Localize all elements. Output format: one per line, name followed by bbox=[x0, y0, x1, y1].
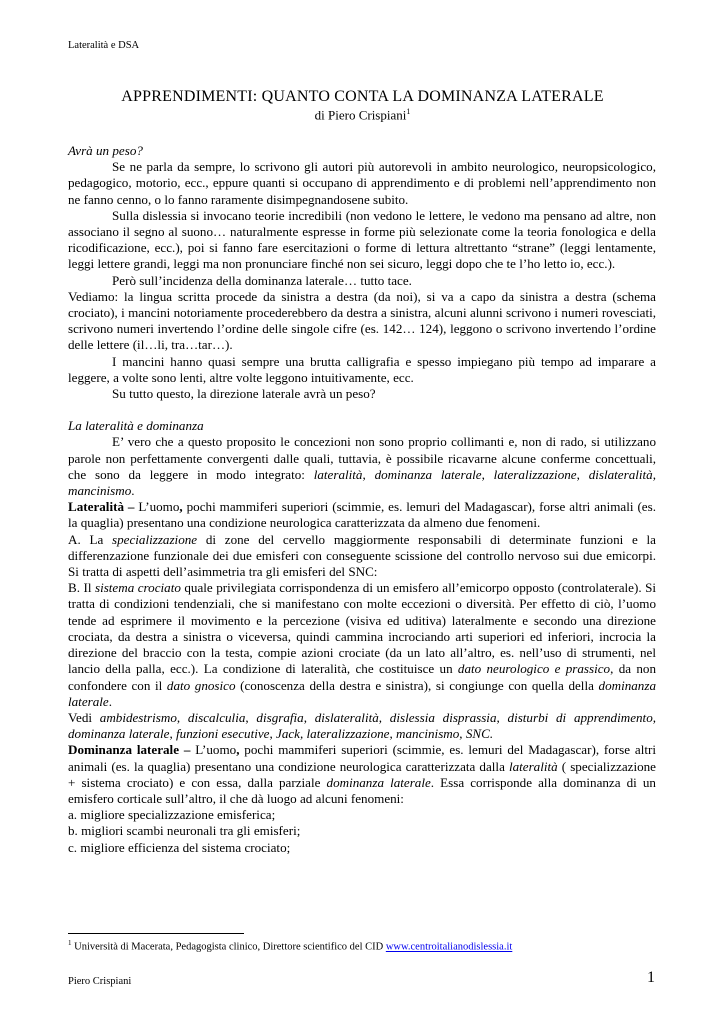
text-run: disgrafia bbox=[256, 709, 304, 725]
paragraph: Però sull’incidenza della dominanza laterale… tutto tace. bbox=[112, 272, 412, 288]
byline bbox=[0, 107, 725, 123]
text-run: ambidestrismo bbox=[99, 709, 177, 725]
text-run: (conoscenza della destra e sinistra), si congiunge con quella della bbox=[235, 677, 599, 693]
text-run: E’ vero che a questo proposito le concezioni non sono proprio collimanti e, non di rado, si utilizzano parole non perfettamente convergenti dalle quali, tuttavia, è possibile ricavarne alcune conferme concettuali, che sono da leggere in modo integrato: bbox=[68, 434, 656, 482]
paragraph bbox=[68, 532, 656, 581]
text-run: . Essa corrisponde alla dominanza di un emisfero corticale sull’altro, il che dà luogo ad alcuni fenomeni: bbox=[68, 774, 656, 806]
text-run: , bbox=[179, 499, 183, 515]
page-number: 1 bbox=[647, 969, 655, 986]
text-run: pochi mammiferi superiori (scimmie, es. lemuri del Madagascar), forse altri animali (es. la quaglia) presentano una condizione neurologica caratterizzata dalla bbox=[68, 742, 656, 774]
footnote-ref[interactable]: 1 bbox=[406, 107, 411, 116]
text-run: mammiferi superiori (scimmie, es. lemuri del Madagascar), forse altri animali (es. la quaglia) presentano una condizione neurologica caratterizzata da almeno due fenomeni. bbox=[68, 499, 656, 531]
paragraph: Sulla dislessia si invocano teorie incredibili (non vedono le lettere, le vedono ma pensano ad altre, non associano il segno al suono… naturalmente espresse in forme più selezionate come la teoria fonologica e della ricodificazione, ecc.), poi si fanno fare esercitazioni o forme di lettura altrettanto “strane” (leggi lentamente, leggi lettere grandi, leggi ma non pronunciare finché non sei sicuro, leggi dopo che te l’ho letto io, ecc.). bbox=[68, 207, 656, 272]
text-run: lateralità, dominanza laterale, lateralizzazione bbox=[313, 466, 577, 482]
text-run: . bbox=[108, 693, 113, 709]
text-run: dislateralità, dislessia disprassia, disturbi di apprendimento, dominanza laterale, funzioni esecutive, Jack, lateralizzazione, mancinismo, SNC. bbox=[68, 709, 657, 742]
text-run: quale privilegiata corrispondenza di un emisfero all’emicorpo opposto (controlaterale). Si tratta di condizioni tendenziali, che si manifestano con molte eccezioni o diversità. Per effetto di ciò, l’uomo tende ad esprimere il movimento e la percezione (visiva ed uditiva) lateralmente e secondo una direzione crociata, da destra a sinistra o viceversa, quindi cammina incrociando arti superiori ed inferiori, incrocia la direzione del braccio con la testa, compie azioni crociate (da un lato all’altro, es. nell’uso di strumenti, nel lancio della palla, ecc.). La condizione di lateralità, che costituisce un bbox=[68, 580, 656, 677]
footnote-marker: 1 bbox=[68, 939, 72, 947]
author-line: di Piero Crispiani bbox=[314, 107, 407, 123]
footer-author: Piero Crispiani bbox=[68, 976, 132, 987]
paragraph bbox=[68, 499, 656, 531]
text-run: , bbox=[303, 709, 315, 725]
running-header: Lateralità e DSA bbox=[68, 40, 140, 51]
paragraph: Su tutto questo, la direzione laterale avrà un peso? bbox=[112, 386, 376, 402]
text-run: B. Il bbox=[68, 580, 95, 596]
paragraph bbox=[68, 434, 656, 499]
text-run: dominanza laterale bbox=[326, 774, 431, 790]
text-run: A. La bbox=[68, 531, 112, 547]
paragraph: Vediamo: la lingua scritta procede da sinistra a destra (da noi), si va a capo da sinistra a destra (schema crociato), i mancini notoriamente procederebbero da destra a sinistra, alcuni alunni scrivono i numeri rovesciati, scrivono numeri invertendo l’ordine delle singole cifre (es. 142… 124), leggono o scrivono invertendo l’ordine delle lettere (il…li, tra…tar…). bbox=[68, 288, 656, 353]
text-run: . bbox=[131, 483, 135, 499]
text-run: , bbox=[245, 709, 257, 725]
text-run: dato neurologico e prassico bbox=[457, 661, 611, 677]
footnote-divider bbox=[68, 933, 244, 934]
text-run: pochi bbox=[182, 499, 216, 515]
body-text bbox=[68, 143, 656, 856]
text-run: , bbox=[576, 466, 589, 482]
text-run: lateralità bbox=[508, 758, 558, 774]
paragraph bbox=[68, 710, 656, 742]
document-title: APPRENDIMENTI: QUANTO CONTA LA DOMINANZA LATERALE bbox=[121, 88, 604, 105]
text-run: di zone del cervello maggiormente responsabili di determinate funzioni e la differenzazione funzionale dei due emisferi con conseguente scissione del controllo nervoso sui due emicorpi. Si tratta di aspetti dell’asimmetria tra gli emisferi del SNC: bbox=[68, 531, 656, 580]
text-run: L’uomo bbox=[134, 499, 180, 515]
section-heading: Avrà un peso? bbox=[68, 143, 143, 158]
website-link[interactable]: www.centroitalianodislessia.it bbox=[385, 941, 513, 953]
list-item: c. migliore efficienza del sistema crociato; bbox=[68, 839, 291, 855]
text-run: dato gnosico bbox=[166, 677, 236, 693]
text-run: , bbox=[176, 709, 188, 725]
spacer bbox=[68, 402, 656, 418]
term: Dominanza laterale – bbox=[68, 742, 191, 758]
text-run: dominanza laterale bbox=[68, 677, 656, 709]
paragraph: Se ne parla da sempre, lo scrivono gli autori più autorevoli in ambito neurologico, neuropsicologico, pedagogico, motorio, ecc., eppure quanti si occupano di apprendimento e di problemi nell’apprendimento non ne fanno cenno, o lo fanno raramente disimpegnandosene subito. bbox=[68, 159, 656, 207]
paragraph: I mancini hanno quasi sempre una brutta calligrafia e spesso impiegano più tempo ad imparare a leggere, a volte sono lenti, altre volte leggono intuitivamente, ecc. bbox=[68, 353, 656, 385]
text-run: , bbox=[236, 742, 240, 758]
paragraph bbox=[68, 742, 656, 807]
text-run: discalculia bbox=[187, 709, 246, 725]
footnote-text: Università di Macerata, Pedagogista clinico, Direttore scientifico del CID bbox=[71, 941, 386, 953]
text-run: ( specializzazione + sistema crociato) e con essa, dalla parziale bbox=[68, 758, 656, 790]
term: Lateralità – bbox=[68, 499, 135, 515]
text-run: specializzazione bbox=[112, 531, 198, 547]
paragraph bbox=[68, 580, 656, 710]
section-heading: La lateralità e dominanza bbox=[68, 418, 204, 434]
text-run: dislateralità, mancinismo bbox=[68, 466, 656, 499]
list-item: a. migliore specializzazione emisferica; bbox=[68, 807, 276, 823]
text-run: sistema crociato bbox=[94, 580, 181, 596]
text-run: , da non confondere con il bbox=[68, 661, 656, 693]
list-item: b. migliori scambi neuronali tra gli emisferi; bbox=[68, 823, 301, 839]
text-run: Vedi bbox=[68, 709, 100, 725]
footnote bbox=[68, 939, 512, 953]
text-run: L’uomo bbox=[190, 742, 237, 758]
